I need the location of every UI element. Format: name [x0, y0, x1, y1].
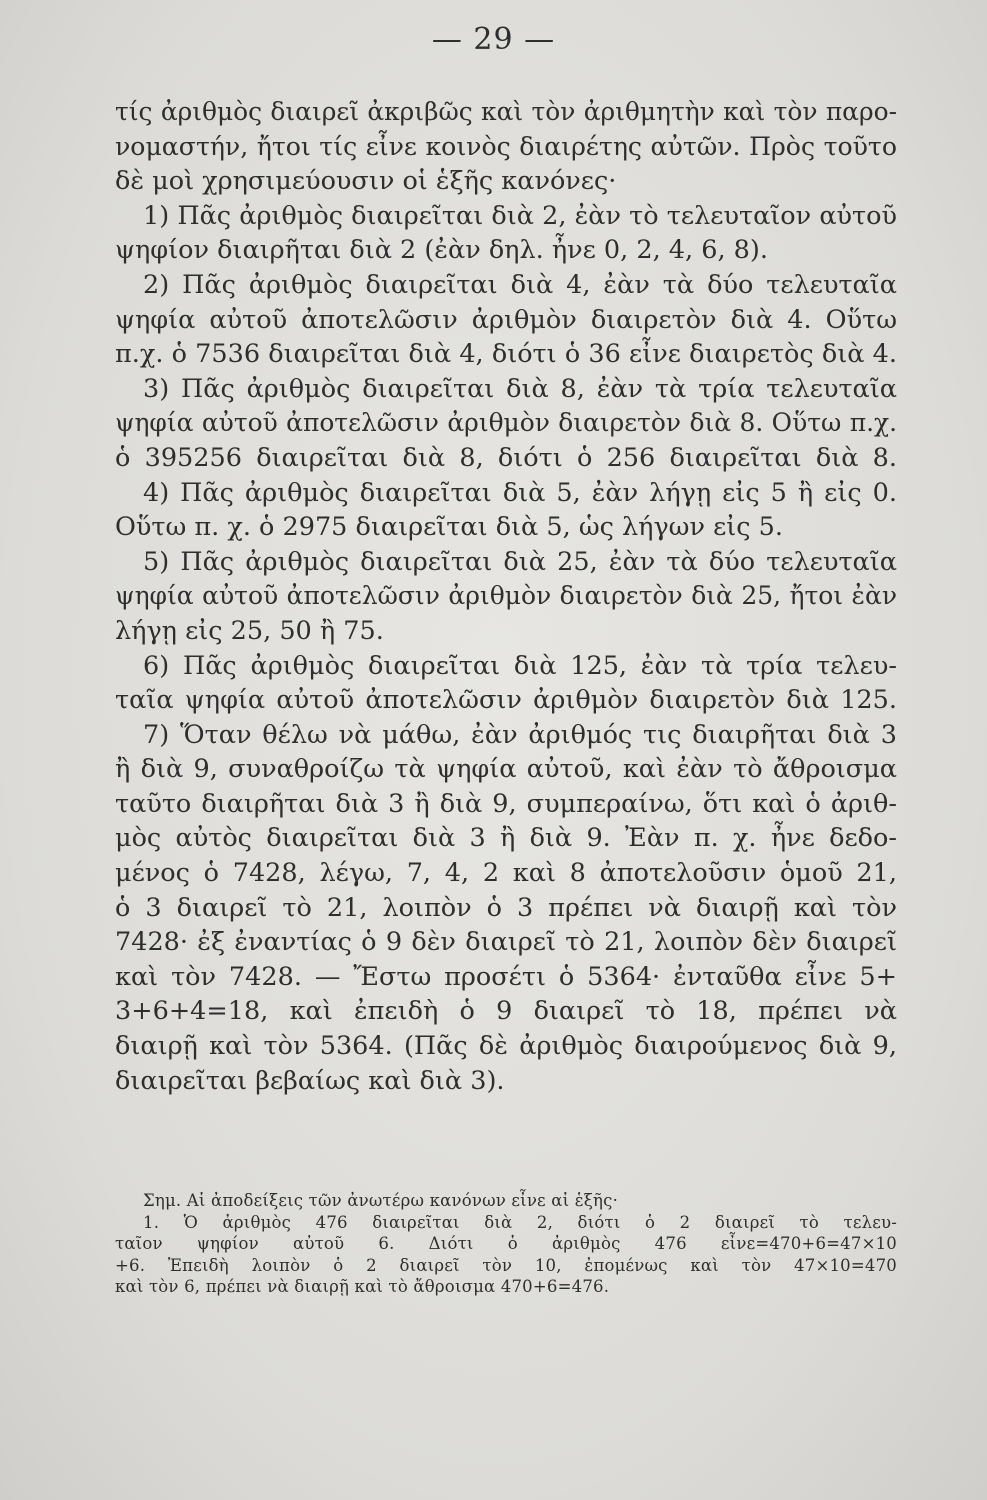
- text-line: δὲ μοὶ χρησιμεύουσιν οἱ ἑξῆς κανόνες·: [115, 166, 617, 197]
- note-line: Σημ. Αἱ ἀποδείξεις τῶν ἀνωτέρω κανόνων εἶνε αἱ ἑξῆς·: [143, 1191, 619, 1210]
- text-line: ὁ 395256 διαιρεῖται διὰ 8, διότι ὁ 256 διαιρεῖται διὰ 8.: [115, 442, 897, 473]
- note-line: +6. Ἐπειδὴ λοιπὸν ὁ 2 διαιρεῖ τὸν 10, ἐπομένως καὶ τὸν 47×10=470: [115, 1255, 897, 1275]
- text-line: π.χ. ὁ 7536 διαιρεῖται διὰ 4, διότι ὁ 36 εἶνε διαιρετὸς διὰ 4.: [115, 339, 897, 370]
- text-line: ὁ 3 διαιρεῖ τὸ 21, λοιπὸν ὁ 3 πρέπει νὰ διαιρῇ καὶ τὸν: [115, 892, 897, 923]
- note-line: 1. Ὁ ἀριθμὸς 476 διαιρεῖται διὰ 2, διότι ὁ 2 διαιρεῖ τὸ τελευ-: [143, 1212, 897, 1232]
- text-line: διαιρεῖται βεβαίως καὶ διὰ 3).: [115, 1065, 505, 1096]
- text-line: Οὕτω π. χ. ὁ 2975 διαιρεῖται διὰ 5, ὡς λήγων εἰς 5.: [115, 512, 784, 543]
- text-line: 6) Πᾶς ἀριθμὸς διαιρεῖται διὰ 125, ἐὰν τὰ τρία τελευ-: [143, 650, 897, 681]
- text-line: ταῖα ψηφία αὐτοῦ ἀποτελῶσιν ἀριθμὸν διαιρετὸν διὰ 125.: [115, 685, 897, 716]
- text-line: ψηφία αὐτοῦ ἀποτελῶσιν ἀριθμὸν διαιρετὸν διὰ 4. Οὕτω: [115, 304, 897, 335]
- text-line: λήγῃ εἰς 25, 50 ἢ 75.: [115, 615, 384, 646]
- note-line: καὶ τὸν 6, πρέπει νὰ διαιρῇ καὶ τὸ ἄθροισμα 470+6=476.: [115, 1277, 610, 1297]
- text-line: 1) Πᾶς ἀριθμὸς διαιρεῖται διὰ 2, ἐὰν τὸ τελευταῖον αὐτοῦ: [143, 200, 897, 231]
- text-line: 3) Πᾶς ἀριθμὸς διαιρεῖται διὰ 8, ἐὰν τὰ τρία τελευταῖα: [143, 373, 897, 404]
- text-line: 7) Ὅταν θέλω νὰ μάθω, ἐὰν ἀριθμός τις διαιρῆται διὰ 3: [143, 719, 897, 750]
- text-line: καὶ τὸν 7428. — Ἔστω προσέτι ὁ 5364· ἐνταῦθα εἶνε 5+: [115, 961, 897, 992]
- page-number: — 29 —: [431, 22, 556, 57]
- text-line: 4) Πᾶς ἀριθμὸς διαιρεῖται διὰ 5, ἐὰν λήγῃ εἰς 5 ἢ εἰς 0.: [143, 477, 897, 508]
- body-text: [115, 95, 897, 1098]
- text-line: μὸς αὐτὸς διαιρεῖται διὰ 3 ἢ διὰ 9. Ἐὰν π. χ. ἦνε δεδο-: [115, 823, 897, 854]
- text-line: 7428· ἐξ ἐναντίας ὁ 9 δὲν διαιρεῖ τὸ 21, λοιπὸν δὲν διαιρεῖ: [115, 927, 897, 958]
- footnote: [115, 1190, 897, 1298]
- text-line: νομαστήν, ἤτοι τίς εἶνε κοινὸς διαιρέτης αὐτῶν. Πρὸς τοῦτο: [115, 131, 897, 161]
- text-line: μένος ὁ 7428, λέγω, 7, 4, 2 καὶ 8 ἀποτελοῦσιν ὁμοῦ 21,: [115, 858, 897, 889]
- text-line: ψηφίον διαιρῆται διὰ 2 (ἐὰν δηλ. ἦνε 0, 2, 4, 6, 8).: [115, 235, 768, 266]
- text-line: 2) Πᾶς ἀριθμὸς διαιρεῖται διὰ 4, ἐὰν τὰ δύο τελευταῖα: [143, 269, 897, 300]
- text-line: ἢ διὰ 9, συναθροίζω τὰ ψηφία αὐτοῦ, καὶ ἐὰν τὸ ἄθροισμα: [115, 754, 897, 785]
- text-line: τίς ἀριθμὸς διαιρεῖ ἀκριβῶς καὶ τὸν ἀριθμητὴν καὶ τὸν παρο-: [115, 97, 897, 126]
- text-line: ψηφία αὐτοῦ ἀποτελῶσιν ἀριθμὸν διαιρετὸν διὰ 25, ἤτοι ἐὰν: [115, 581, 897, 611]
- text-line: 3+6+4=18, καὶ ἐπειδὴ ὁ 9 διαιρεῖ τὸ 18, πρέπει νὰ: [115, 996, 897, 1027]
- text-line: 5) Πᾶς ἀριθμὸς διαιρεῖται διὰ 25, ἐὰν τὰ δύο τελευταῖα: [143, 546, 897, 577]
- text-line: ψηφία αὐτοῦ ἀποτελῶσιν ἀριθμὸν διαιρετὸν διὰ 8. Οὕτω π.χ.: [115, 408, 897, 438]
- text-line: ταῦτο διαιρῆται διὰ 3 ἢ διὰ 9, συμπεραίνω, ὅτι καὶ ὁ ἀριθ-: [115, 788, 897, 819]
- text-line: διαιρῇ καὶ τὸν 5364. (Πᾶς δὲ ἀριθμὸς διαιρούμενος διὰ 9,: [115, 1031, 897, 1062]
- note-line: ταῖον ψηφίον αὐτοῦ 6. Διότι ὁ ἀριθμὸς 476 εἶνε=470+6=47×10: [115, 1234, 897, 1254]
